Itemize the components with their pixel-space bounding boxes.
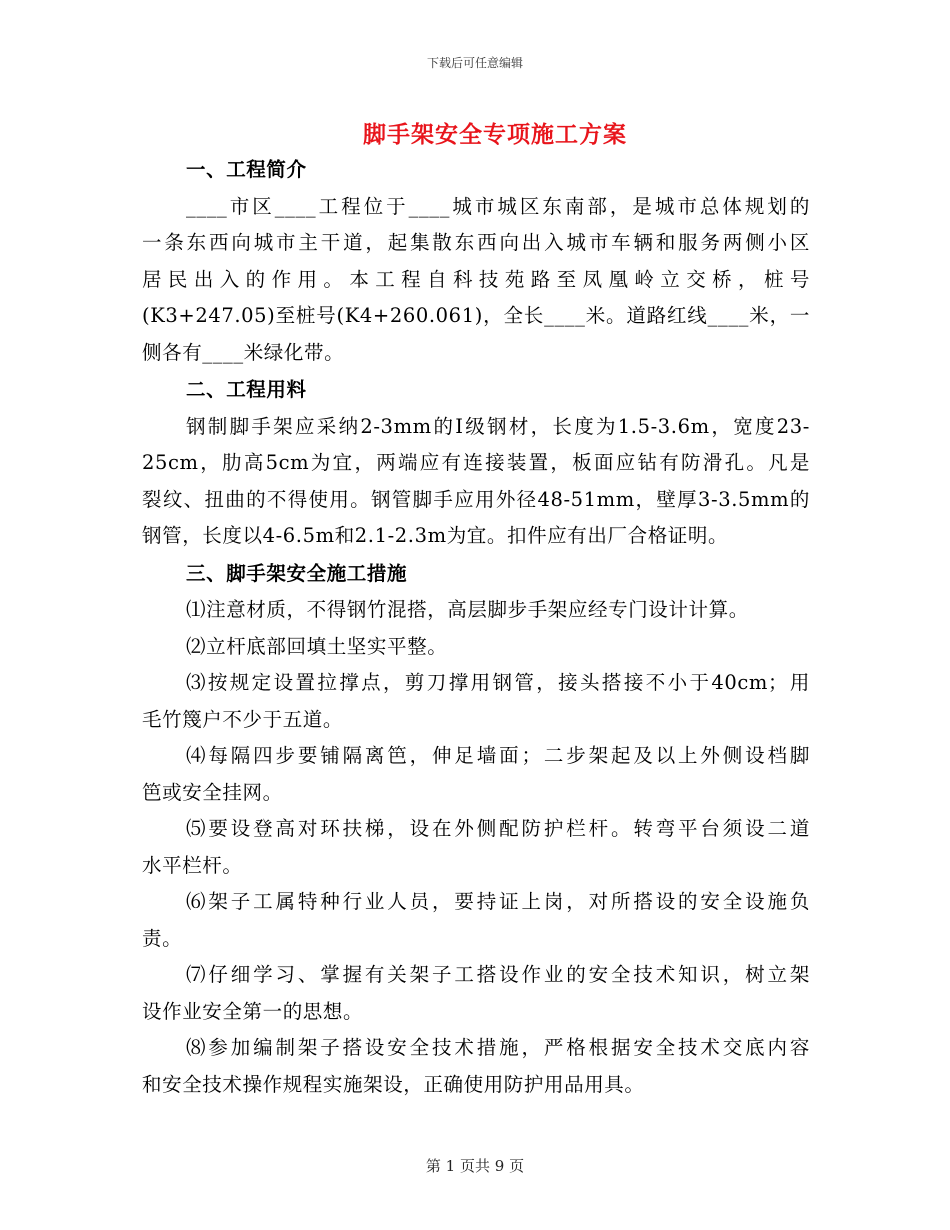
section-heading-2: 二、工程用料: [186, 378, 307, 401]
page-footer: 第 1 页共 9 页: [425, 1157, 525, 1175]
paragraph-line: 侧各有____米绿化带。: [142, 340, 345, 364]
document-title: 脚手架安全专项施工方案: [363, 121, 627, 148]
paragraph-line: (K3+247.05)至桩号(K4+260.061)，全长____米。道路红线____米，一: [142, 304, 810, 327]
list-item-5-cont: 水平栏杆。: [142, 853, 243, 877]
paragraph-line: ____市区____工程位于____城市城区东南部，是城市总体规划的: [186, 194, 810, 218]
paragraph-line: 裂纹、扭曲的不得使用。钢管脚手应用外径48-51mm，壁厚3-3.5mm的: [142, 487, 810, 511]
paragraph-line: 一条东西向城市主干道，起集散东西向出入城市车辆和服务两侧小区: [142, 231, 810, 254]
section-heading-1: 一、工程简介: [186, 158, 307, 181]
list-item-6: ⑹架子工属特种行业人员，要持证上岗，对所搭设的安全设施负: [186, 890, 810, 913]
list-item-1: ⑴注意材质，不得钢竹混搭，高层脚步手架应经专门设计计算。: [186, 598, 749, 621]
paragraph-line: 钢制脚手架应采纳2-3mm的Ⅰ级钢材，长度为1.5-3.6m，宽度23-: [186, 414, 810, 438]
list-item-3-cont: 毛竹篾户不少于五道。: [142, 707, 344, 731]
list-item-2: ⑵立杆底部回填土坚实平整。: [186, 634, 448, 658]
paragraph-line: 居民出入的作用。本工程自科技苑路至凤凰岭立交桥，桩号: [142, 267, 810, 291]
list-item-8: ⑻参加编制架子搭设安全技术措施，严格根据安全技术交底内容: [186, 1036, 810, 1059]
list-item-7: ⑺仔细学习、掌握有关架子工搭设作业的安全技术知识，树立架: [186, 963, 810, 986]
list-item-4: ⑷每隔四步要铺隔离笆，伸足墙面；二步架起及以上外侧设档脚: [186, 744, 810, 767]
paragraph-line: 25cm，肋高5cm为宜，两端应有连接装置，板面应钻有防滑孔。凡是: [142, 451, 810, 474]
list-item-7-cont: 设作业安全第一的思想。: [142, 999, 364, 1023]
paragraph-line: 钢管，长度以4-6.5m和2.1-2.3m为宜。扣件应有出厂合格证明。: [142, 524, 729, 547]
list-item-6-cont: 责。: [142, 926, 183, 950]
list-item-4-cont: 笆或安全挂网。: [142, 780, 283, 804]
header-note: 下载后可任意编辑: [426, 56, 523, 70]
list-item-3: ⑶按规定设置拉撑点，剪刀撑用钢管，接头搭接不小于40cm；用: [186, 671, 810, 694]
document-body: [142, 152, 810, 1103]
list-item-8-cont: 和安全技术操作规程实施架设，正确使用防护用品用具。: [142, 1072, 645, 1096]
section-heading-3: 三、脚手架安全施工措施: [186, 561, 408, 585]
list-item-5: ⑸要设登高对环扶梯，设在外侧配防护栏杆。转弯平台须设二道: [186, 817, 810, 840]
